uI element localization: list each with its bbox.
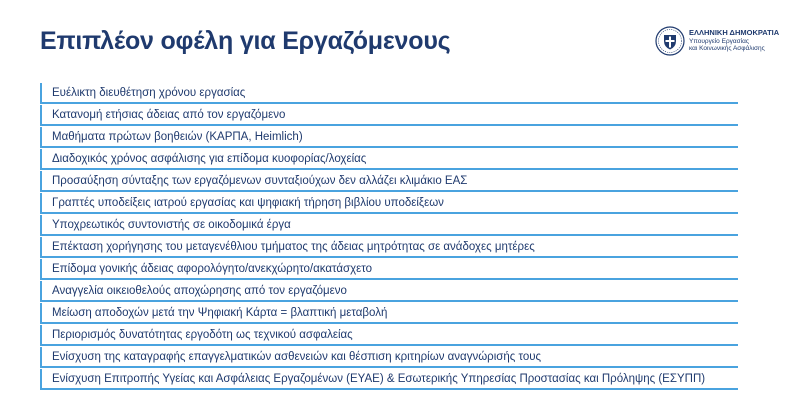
benefit-item: Περιορισμός δυνατότητας εργοδότη ως τεχνικού ασφαλείας [40, 325, 738, 346]
benefit-item: Ενίσχυση Επιτροπής Υγείας και Ασφάλειας Εργαζομένων (ΕΥΑΕ) & Εσωτερικής Υπηρεσίας Προστασίας και Πρόληψης (ΕΣΥΠΠ) [40, 369, 738, 390]
benefit-item: Προσαύξηση σύνταξης των εργαζόμενων συνταξιούχων δεν αλλάζει κλιμάκιο ΕΑΣ [40, 171, 738, 192]
benefit-item: Μαθήματα πρώτων βοηθειών (ΚΑΡΠΑ, Heimlich) [40, 127, 738, 148]
country-name: ΕΛΛΗΝΙΚΗ ΔΗΜΟΚΡΑΤΙΑ [689, 28, 780, 38]
benefit-item: Αναγγελία οικειοθελούς αποχώρησης από τον εργαζόμενο [40, 281, 738, 302]
benefit-item: Κατανομή ετήσιας άδειας από τον εργαζόμενο [40, 105, 738, 126]
greek-coat-of-arms-icon [655, 26, 685, 56]
benefit-item: Μείωση αποδοχών μετά την Ψηφιακή Κάρτα = βλαπτική μεταβολή [40, 303, 738, 324]
benefits-list [40, 83, 738, 391]
benefit-item: Ενίσχυση της καταγραφής επαγγελματικών ασθενειών και θέσπιση κριτηρίων αναγνώρισής τους [40, 347, 738, 368]
ministry-name-line1: Υπουργείο Εργασίας [689, 37, 749, 45]
benefit-item: Επέκταση χορήγησης του μεταγενέθλιου τμήματος της άδειας μητρότητας σε ανάδοχες μητέρες [40, 237, 738, 258]
government-logo [655, 26, 779, 56]
benefit-item: Ευέλικτη διευθέτηση χρόνου εργασίας [40, 83, 738, 104]
ministry-name-line2: και Κοινωνικής Ασφάλισης [689, 45, 765, 53]
government-logo-text [689, 29, 779, 53]
page-title: Επιπλέον οφέλη για Εργαζόμενους [40, 27, 451, 55]
benefit-item: Επίδομα γονικής άδειας αφορολόγητο/ανεκχώρητο/ακατάσχετο [40, 259, 738, 280]
benefit-item: Υποχρεωτικός συντονιστής σε οικοδομικά έργα [40, 215, 738, 236]
benefit-item: Γραπτές υποδείξεις ιατρού εργασίας και ψηφιακή τήρηση βιβλίου υποδείξεων [40, 193, 738, 214]
benefit-item: Διαδοχικός χρόνος ασφάλισης για επίδομα κυοφορίας/λοχείας [40, 149, 738, 170]
